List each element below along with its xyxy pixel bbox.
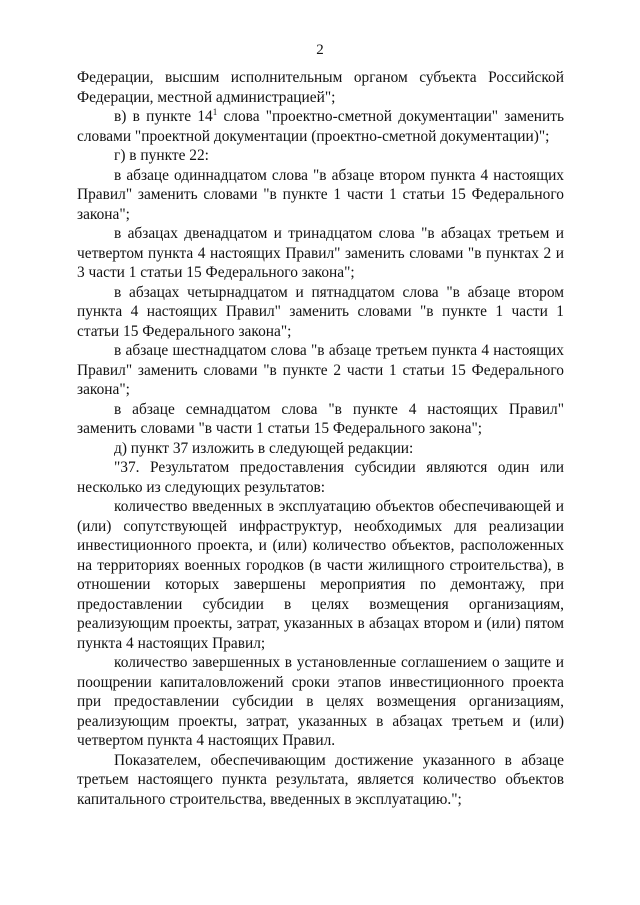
paragraph: д) пункт 37 изложить в следующей редакции: bbox=[114, 439, 414, 457]
page-number: 2 bbox=[316, 42, 324, 58]
paragraph-text: в) в пункте 14 bbox=[114, 108, 213, 125]
paragraph: Показателем, обеспечивающим достижение указанного в абзаце третьем настоящего пункта результата, является количество объектов капитального строительства, введенных в эксплуатацию."; bbox=[77, 751, 564, 808]
paragraph: г) в пункте 22: bbox=[114, 147, 209, 164]
paragraph-text: слова "проектно-сметной документации" заменить словами "проектной документации (проектно-сметной документации)"; bbox=[77, 108, 565, 145]
document-body bbox=[77, 68, 564, 809]
paragraph: в абзаце одиннадцатом слова "в абзаце втором пункта 4 настоящих Правил" заменить словами "в пункте 1 части 1 статьи 15 Федерального закона"; bbox=[77, 166, 564, 223]
paragraph: количество завершенных в установленные соглашением о защите и поощрении капиталовложений сроки этапов инвестиционного проекта при предоставлении субсидии в целях возмещения организациям, реализующим проекты, затрат, указанных в абзацах третьем и (или) четвертом пункта 4 настоящих Правил. bbox=[77, 654, 564, 749]
paragraph: в абзаце шестнадцатом слова "в абзаце третьем пункта 4 настоящих Правил" заменить словами "в пункте 2 части 1 статьи 15 Федерального закона"; bbox=[77, 342, 564, 398]
paragraph bbox=[77, 107, 564, 146]
paragraph: в абзаце семнадцатом слова "в пункте 4 настоящих Правил" заменить словами "в части 1 статьи 15 Федерального закона"; bbox=[77, 400, 564, 437]
paragraph: Федерации, высшим исполнительным органом субъекта Российской Федерации, местной администрацией"; bbox=[77, 69, 564, 106]
paragraph: в абзацах двенадцатом и тринадцатом слова "в абзацах третьем и четвертом пункта 4 настоящих Правил" заменить словами "в пунктах 2 и 3 части 1 статьи 15 Федерального закона"; bbox=[77, 225, 564, 281]
paragraph: в абзацах четырнадцатом и пятнадцатом слова "в абзаце втором пункта 4 настоящих Правил" заменить словами "в пункте 1 части 1 статьи 15 Федерального закона"; bbox=[77, 283, 564, 340]
paragraph: "37. Результатом предоставления субсидии являются один или несколько из следующих результатов: bbox=[77, 459, 564, 496]
paragraph: количество введенных в эксплуатацию объектов обеспечивающей и (или) сопутствующей инфраструктур, необходимых для реализации инвестиционного проекта, и (или) количество объектов, расположенных на территориях военных городков (в части жилищного строительства), в отношении которых завершены мероприятия по демонтажу, при предоставлении субсидии в целях возмещения организациям, реализующим проекты, затрат, указанных в абзацах втором и (или) пятом пункта 4 настоящих Правил; bbox=[77, 498, 564, 652]
superscript: 1 bbox=[212, 107, 218, 117]
